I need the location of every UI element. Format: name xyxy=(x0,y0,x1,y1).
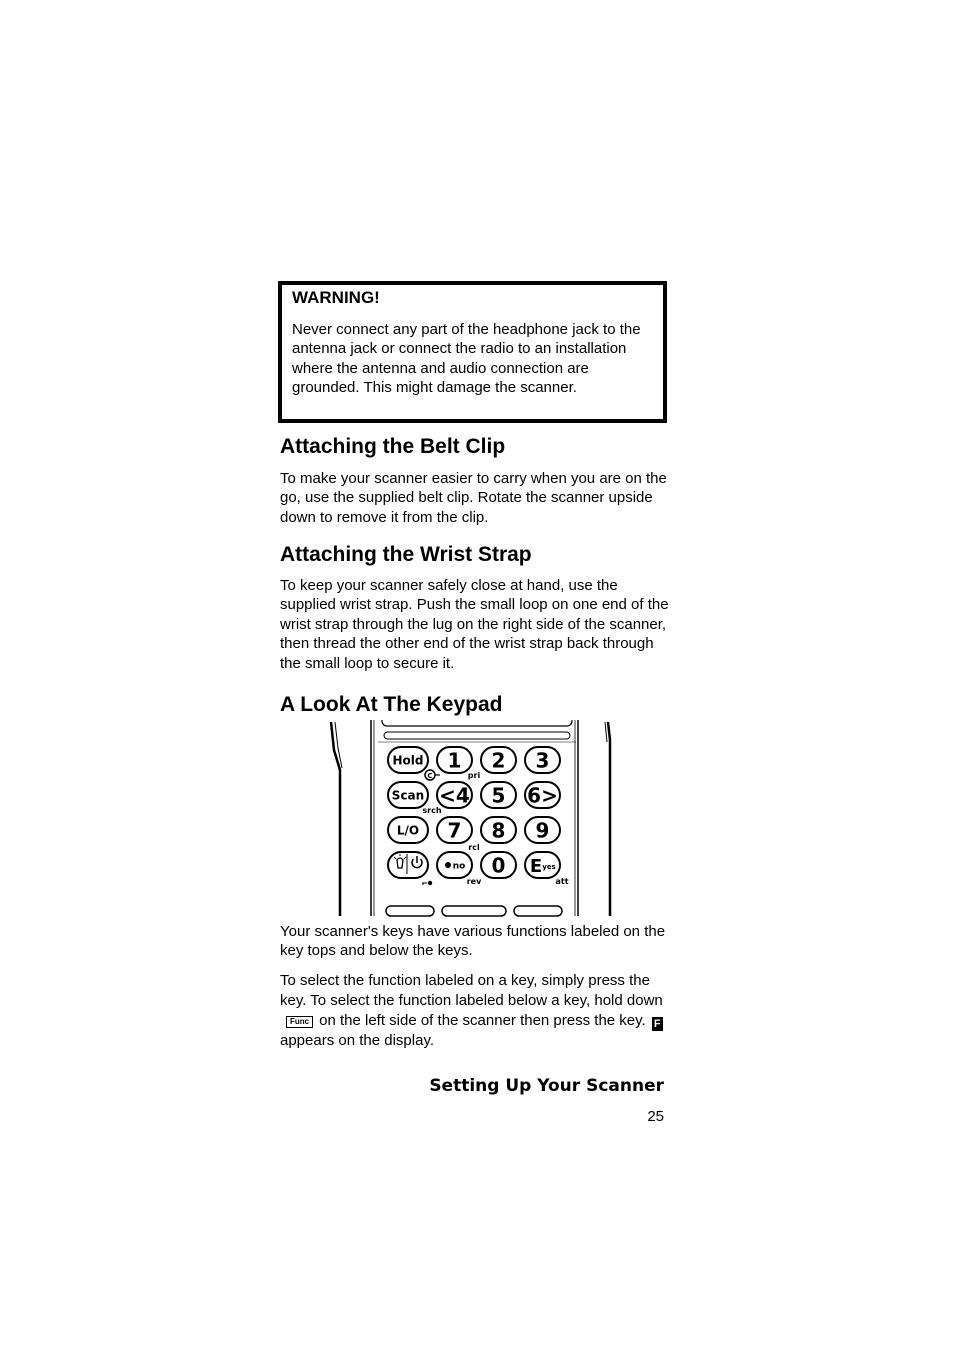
record-dot-icon xyxy=(445,862,451,868)
svg-text:L/O: L/O xyxy=(396,823,420,838)
light-power-key[interactable] xyxy=(388,852,428,878)
key-7[interactable] xyxy=(437,817,472,843)
key-6[interactable] xyxy=(525,782,560,808)
key-4[interactable] xyxy=(437,782,472,808)
page-number: 25 xyxy=(647,1108,664,1125)
svg-text:8: 8 xyxy=(491,818,506,843)
chapter-title: Setting Up Your Scanner xyxy=(429,1076,664,1096)
wrist-strap-heading: Attaching the Wrist Strap xyxy=(280,543,532,566)
func-key-icon: Func xyxy=(286,1016,313,1028)
e-yes-key[interactable] xyxy=(525,852,560,878)
rev-label: rev xyxy=(466,877,482,886)
soft-key-right[interactable] xyxy=(514,906,562,916)
keypad-illustration xyxy=(326,720,616,918)
svg-text:9: 9 xyxy=(535,818,550,843)
svg-text:Scan: Scan xyxy=(391,788,425,803)
svg-text:yes: yes xyxy=(542,863,556,871)
top-slot xyxy=(384,732,570,739)
svg-text:E: E xyxy=(529,856,543,877)
key-5[interactable] xyxy=(481,782,516,808)
svg-text:<4: <4 xyxy=(439,783,470,808)
key-3[interactable] xyxy=(525,747,560,773)
lo-key[interactable] xyxy=(388,817,428,843)
svg-text:7: 7 xyxy=(447,818,462,843)
soft-key-center[interactable] xyxy=(442,906,506,916)
hold-key[interactable] xyxy=(388,747,428,773)
warning-box xyxy=(278,281,667,423)
key-2[interactable] xyxy=(481,747,516,773)
keypad-text-2-part2: on the left side of the scanner then press the key. xyxy=(319,1011,646,1029)
keypad-text-2-part3: appears on the display. xyxy=(280,1031,434,1049)
warning-title: WARNING! xyxy=(292,288,380,307)
svg-text:1: 1 xyxy=(447,748,462,773)
pri-label: pri xyxy=(467,771,481,780)
keypad-text-1: Your scanner's keys have various functions labeled on the key tops and below the keys. xyxy=(280,923,666,960)
display-bottom-edge xyxy=(382,720,572,726)
no-key[interactable] xyxy=(437,852,472,878)
f-display-icon: F xyxy=(652,1017,663,1031)
svg-text:0: 0 xyxy=(491,853,506,878)
belt-clip-text: To make your scanner easier to carry when you are on the go, use the supplied belt clip. Rotate the scanner upside down to remove it from the clip. xyxy=(280,470,667,526)
soft-key-left[interactable] xyxy=(386,906,434,916)
svg-text:2: 2 xyxy=(491,748,506,773)
keypad-heading: A Look At The Keypad xyxy=(280,693,503,716)
key-8[interactable] xyxy=(481,817,516,843)
keypad-text-2 xyxy=(280,971,670,1050)
key-icon xyxy=(422,881,432,885)
svg-text:Hold: Hold xyxy=(392,753,424,768)
svg-text:5: 5 xyxy=(491,783,506,808)
svg-text:6>: 6> xyxy=(527,783,558,808)
warning-text: Never connect any part of the headphone jack to the antenna jack or connect the radio to an installation where the antenna and audio connection are grounded. This might damage the scanner. xyxy=(292,321,641,397)
scan-key[interactable] xyxy=(388,782,428,808)
lock-icon xyxy=(425,770,440,780)
key-9[interactable] xyxy=(525,817,560,843)
rcl-label: rcl xyxy=(468,843,480,852)
wrist-strap-text: To keep your scanner safely close at hand, use the supplied wrist strap. Push the small loop on one end of the wrist strap through the lug on the right side of the scanner, then thread the other end of the wrist strap back through the small loop to secure it. xyxy=(280,577,669,672)
key-1[interactable] xyxy=(437,747,472,773)
key-0[interactable] xyxy=(481,852,516,878)
svg-text:C: C xyxy=(427,772,433,780)
srch-label: srch xyxy=(422,806,442,815)
svg-text:no: no xyxy=(452,861,466,872)
belt-clip-heading: Attaching the Belt Clip xyxy=(280,435,506,458)
keypad-text-2-part1: To select the function labeled on a key, simply press the key. To select the function labeled below a key, hold down xyxy=(280,972,663,1009)
svg-text:3: 3 xyxy=(535,748,550,773)
att-label: att xyxy=(555,877,569,886)
